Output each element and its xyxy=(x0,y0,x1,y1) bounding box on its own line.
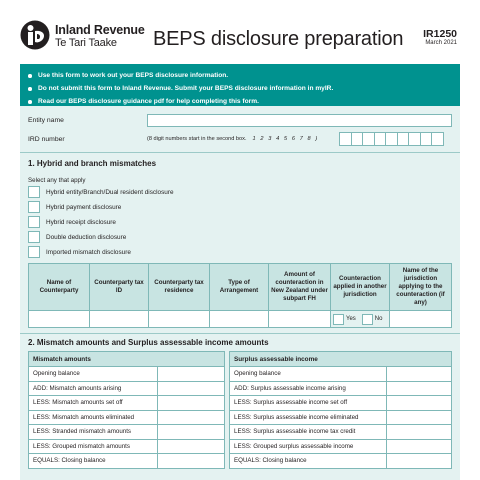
counteraction-applied-cell xyxy=(331,311,390,328)
amount-input-cell[interactable] xyxy=(158,410,225,425)
inland-revenue-logo-icon xyxy=(20,20,50,50)
org-name-maori: Te Tari Taake xyxy=(55,37,117,49)
amount-input-cell[interactable] xyxy=(158,454,225,469)
table-row xyxy=(230,381,452,396)
column-header: Counterparty tax residence xyxy=(149,264,210,311)
row-label: LESS: Surplus assessable income eliminated xyxy=(230,410,387,425)
table-row xyxy=(29,425,225,440)
row-label: LESS: Grouped mismatch amounts xyxy=(29,439,158,454)
option-hybrid-receipt[interactable] xyxy=(28,216,116,228)
banner-item: Use this form to work out your BEPS disclosure information. xyxy=(28,69,452,82)
table-row xyxy=(29,439,225,454)
row-label: LESS: Mismatch amounts set off xyxy=(29,396,158,411)
form-header xyxy=(0,0,480,62)
amount-input-cell[interactable] xyxy=(387,381,452,396)
row-label: LESS: Grouped surplus assessable income xyxy=(230,439,387,454)
table-row xyxy=(230,367,452,382)
no-label: No xyxy=(374,316,383,322)
table-row xyxy=(230,439,452,454)
ird-number-hint xyxy=(147,136,319,142)
option-imported-mismatch[interactable] xyxy=(28,246,131,258)
mismatch-amounts-header: Mismatch amounts xyxy=(29,352,225,367)
entity-name-input[interactable] xyxy=(147,114,452,127)
row-label: Opening balance xyxy=(29,367,158,382)
section-2-title: 2. Mismatch amounts and Surplus assessable income amounts xyxy=(28,338,269,347)
column-header: Name of Counterparty xyxy=(29,264,90,311)
column-header: Counterparty tax ID xyxy=(90,264,149,311)
option-double-deduction[interactable] xyxy=(28,231,126,243)
section-1-title: 1. Hybrid and branch mismatches xyxy=(28,159,157,168)
checkbox[interactable] xyxy=(28,246,40,258)
ird-digit-box[interactable] xyxy=(431,132,444,146)
row-label: EQUALS: Closing balance xyxy=(230,454,387,469)
section-divider xyxy=(20,152,460,153)
amount-input-cell[interactable] xyxy=(387,454,452,469)
yes-checkbox[interactable] xyxy=(333,314,344,325)
amount-input-cell[interactable] xyxy=(387,396,452,411)
table-row xyxy=(230,396,452,411)
amount-input-cell[interactable] xyxy=(387,410,452,425)
section-divider xyxy=(20,333,460,334)
jurisdiction-name-cell[interactable] xyxy=(390,311,452,328)
amount-input-cell[interactable] xyxy=(387,439,452,454)
row-label: ADD: Surplus assessable income arising xyxy=(230,381,387,396)
org-name: Inland Revenue xyxy=(55,23,145,37)
no-checkbox[interactable] xyxy=(362,314,373,325)
page-title: BEPS disclosure preparation xyxy=(153,28,404,50)
banner-item: Do not submit this form to Inland Revenue. Submit your BEPS disclosure information in myIR. xyxy=(28,82,452,95)
table-row xyxy=(29,396,225,411)
row-label: LESS: Mismatch amounts eliminated xyxy=(29,410,158,425)
form-date: March 2021 xyxy=(425,40,457,46)
checkbox[interactable] xyxy=(28,231,40,243)
amount-input-cell[interactable] xyxy=(387,367,452,382)
checkbox[interactable] xyxy=(28,186,40,198)
table-row xyxy=(29,311,452,328)
yes-no-group xyxy=(333,314,387,325)
table-row xyxy=(29,367,225,382)
row-label: ADD: Mismatch amounts arising xyxy=(29,381,158,396)
amount-input-cell[interactable] xyxy=(158,367,225,382)
checkbox[interactable] xyxy=(28,201,40,213)
arrangement-type-cell[interactable] xyxy=(210,311,269,328)
column-header: Type of Arrangement xyxy=(210,264,269,311)
amount-input-cell[interactable] xyxy=(158,396,225,411)
column-header: Counteraction applied in another jurisdiction xyxy=(331,264,390,311)
ird-hint-text: (8 digit numbers start in the second box. xyxy=(147,136,247,142)
row-label: Opening balance xyxy=(230,367,387,382)
select-hint: Select any that apply xyxy=(28,177,86,184)
yes-label: Yes xyxy=(346,316,356,322)
table-header-row xyxy=(29,264,452,311)
option-label: Hybrid receipt disclosure xyxy=(46,218,116,226)
amount-input-cell[interactable] xyxy=(158,425,225,440)
ird-example-digits: 1 2 3 4 5 6 7 8 ) xyxy=(252,136,319,142)
column-header: Name of the jurisdiction applying to the counteraction (if any) xyxy=(390,264,452,311)
banner-item: Read our BEPS disclosure guidance pdf for help completing this form. xyxy=(28,95,452,108)
amount-input-cell[interactable] xyxy=(158,439,225,454)
table-row xyxy=(230,425,452,440)
option-label: Hybrid entity/Branch/Dual resident disclosure xyxy=(46,188,174,196)
surplus-income-table xyxy=(229,351,452,469)
table-row xyxy=(29,410,225,425)
mismatch-amounts-table xyxy=(28,351,225,469)
row-label: LESS: Stranded mismatch amounts xyxy=(29,425,158,440)
checkbox[interactable] xyxy=(28,216,40,228)
ird-number-label: IRD number xyxy=(28,136,65,143)
table-row xyxy=(29,454,225,469)
counterparty-name-cell[interactable] xyxy=(29,311,90,328)
option-label: Hybrid payment disclosure xyxy=(46,203,122,211)
row-label: LESS: Surplus assessable income set off xyxy=(230,396,387,411)
counteraction-amount-cell[interactable] xyxy=(269,311,331,328)
entity-name-label: Entity name xyxy=(28,117,64,124)
amount-input-cell[interactable] xyxy=(387,425,452,440)
row-label: LESS: Surplus assessable income tax credit xyxy=(230,425,387,440)
instructions-banner xyxy=(20,64,460,106)
option-hybrid-payment[interactable] xyxy=(28,201,121,213)
table-row xyxy=(230,454,452,469)
counterparty-tax-residence-cell[interactable] xyxy=(149,311,210,328)
amount-input-cell[interactable] xyxy=(158,381,225,396)
ird-number-input[interactable] xyxy=(339,132,443,146)
form-code: IR1250 xyxy=(423,28,457,40)
option-hybrid-entity[interactable] xyxy=(28,186,174,198)
option-label: Double deduction disclosure xyxy=(46,233,127,241)
table-row xyxy=(230,410,452,425)
counterparty-tax-id-cell[interactable] xyxy=(90,311,149,328)
counterparty-table xyxy=(28,263,452,328)
surplus-income-header: Surplus assessable income xyxy=(230,352,452,367)
column-header: Amount of counteraction in New Zealand under subpart FH xyxy=(269,264,331,311)
option-label: Imported mismatch disclosure xyxy=(46,248,131,256)
row-label: EQUALS: Closing balance xyxy=(29,454,158,469)
table-row xyxy=(29,381,225,396)
